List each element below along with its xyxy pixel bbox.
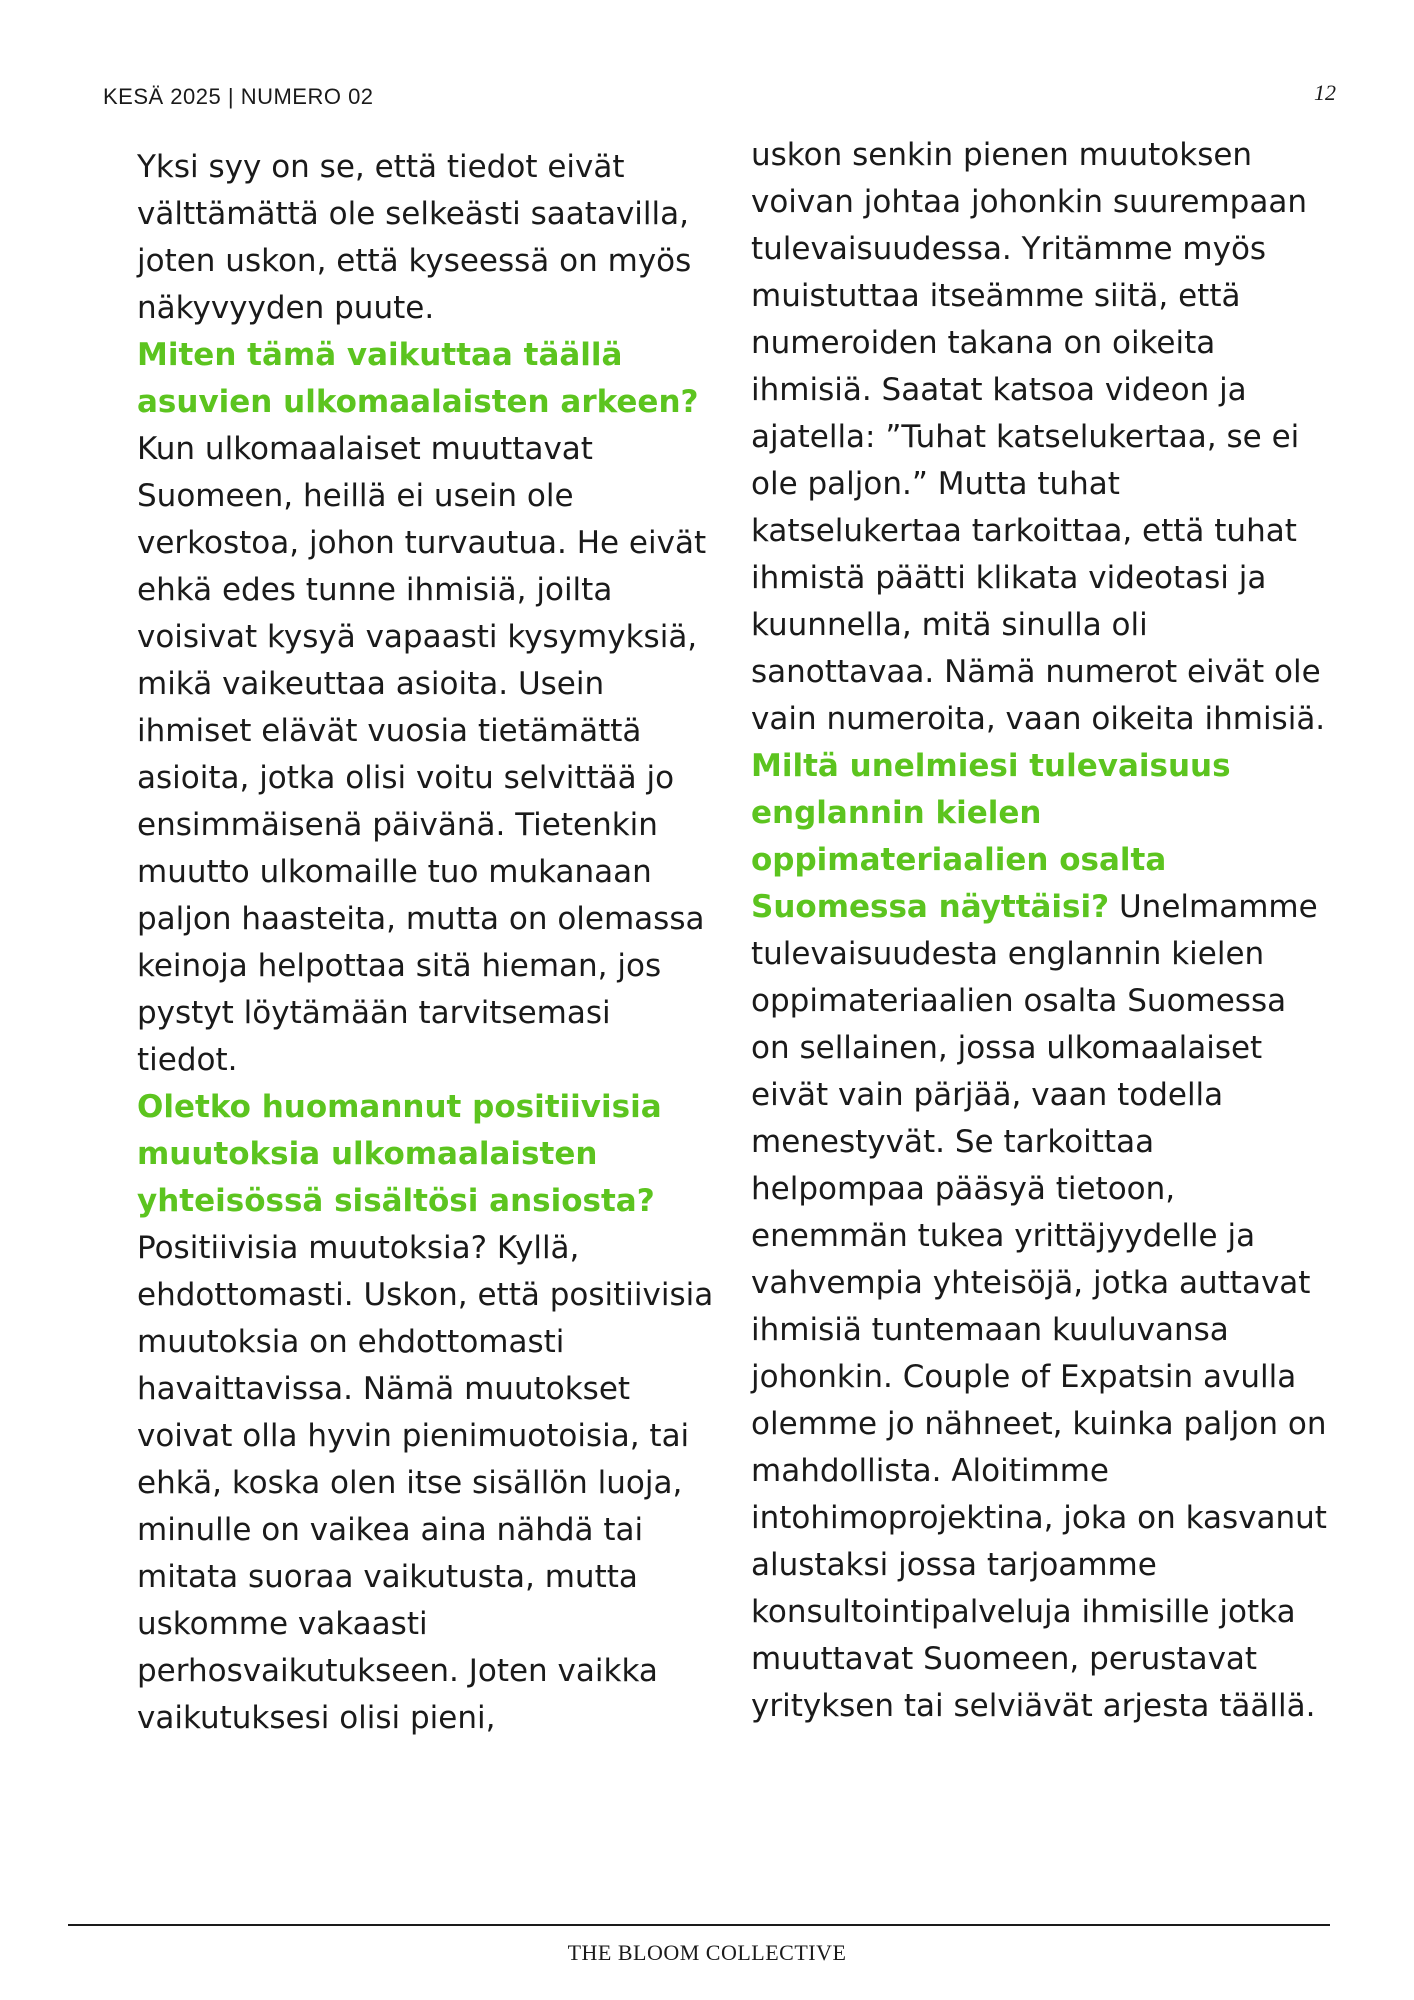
question-2: Oletko huomannut positiivisia muutoksia ulkomaalaisten yhteisössä sisältösi ansiosta?: [137, 1089, 662, 1219]
question-1: Miten tämä vaikuttaa täällä asuvien ulkomaalaisten arkeen?: [137, 337, 699, 420]
intro-paragraph: Yksi syy on se, että tiedot eivät välttämättä ole selkeästi saatavilla, joten uskon, että kyseessä on myös näkyvyyden puute.: [137, 149, 692, 326]
answer-3: Unelmamme tulevaisuudesta englannin kielen oppimateriaalien osalta Suomessa on sellainen, jossa ulkomaalaiset eivät vain pärjää, vaan todella menestyvät. Se tarkoittaa helpompaa pääsyä tietoon, enemmän tukea yrittäjyydelle ja vahvempia yhteisöjä, jotka auttavat ihmisiä tuntemaan kuuluvansa johonkin. Couple of Expatsin avulla olemme jo nähneet, kuinka paljon on mahdollista. Aloitimme intohimoprojektina, joka on kasvanut alustaksi jossa tarjoamme konsultointipalveluja ihmisille jotka muuttavat Suomeen, perustavat yrityksen tai selviävät arjesta täällä.: [751, 889, 1327, 1724]
answer-2-continuation: uskon senkin pienen muutoksen voivan johtaa johonkin suurempaan tulevaisuudessa. Yritämme myös muistuttaa itseämme siitä, että numeroiden takana on oikeita ihmisiä. Saatat katsoa videon ja ajatella: ”Tuhat katselukertaa, se ei ole paljon.” Mutta tuhat katselukertaa tarkoittaa, että tuhat ihmistä päätti klikata videotasi ja kuunnella, mitä sinulla oli sanottavaa. Nämä numerot eivät ole vain numeroita, vaan oikeita ihmisiä.: [751, 137, 1326, 737]
footer-divider: [68, 1924, 1330, 1926]
publication-name: THE BLOOM COLLECTIVE: [567, 1940, 847, 1965]
question-3: Miltä unelmiesi tulevaisuus englannin kielen oppimateriaalien osalta Suomessa näyttäisi?: [751, 748, 1231, 925]
right-column: [751, 132, 1331, 1730]
issue-label: KESÄ 2025 | NUMERO 02: [103, 84, 374, 109]
answer-1: Kun ulkomaalaiset muuttavat Suomeen, heillä ei usein ole verkostoa, johon turvautua. He eivät ehkä edes tunne ihmisiä, joilta voisivat kysyä vapaasti kysymyksiä, mikä vaikeuttaa asioita. Usein ihmiset elävät vuosia tietämättä asioita, jotka olisi voitu selvittää jo ensimmäisenä päivänä. Tietenkin muutto ulkomaille tuo mukanaan paljon haasteita, mutta on olemassa keinoja helpottaa sitä hieman, jos pystyt löytämään tarvitsemasi tiedot.: [137, 431, 707, 1078]
page-number: 12: [1314, 80, 1336, 105]
answer-2: Positiivisia muutoksia? Kyllä, ehdottomasti. Uskon, että positiivisia muutoksia on ehdottomasti havaittavissa. Nämä muutokset voivat olla hyvin pienimuotoisia, tai ehkä, koska olen itse sisällön luoja, minulle on vaikea aina nähdä tai mitata suoraa vaikutusta, mutta uskomme vakaasti perhosvaikutukseen. Joten vaikka vaikutuksesi olisi pieni,: [137, 1230, 714, 1736]
question-3-paragraph: [751, 743, 1331, 1730]
left-column: [137, 144, 717, 1742]
